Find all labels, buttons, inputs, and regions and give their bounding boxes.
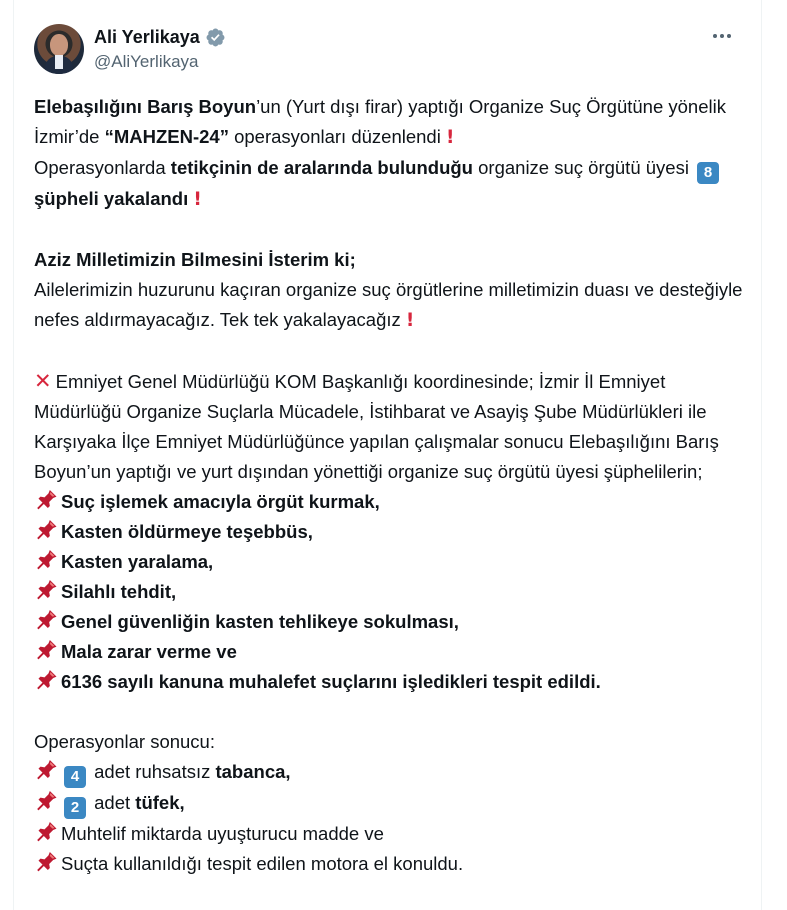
bold-text: tabanca, — [215, 761, 291, 782]
crime-item — [34, 517, 754, 547]
text-span: Emniyet Genel Müdürlüğü KOM Başkanlığı koordinesinde; İzmir İl Emniyet Müdürlüğü Organize Suçlarla Mücadele, İstihbarat ve Asayiş Şube Müdürlükleri ile Karşıyaka İlçe Emniyet Müdürlüğünce yapılan çalışmalar sonucu Elebaşılığını Barış Boyun’un yaptığı ve yurt dışından yönettiği organize suç örgütü üyesi şüphelilerin; — [34, 371, 719, 482]
crime-text: Silahlı tehdit, — [61, 581, 177, 602]
avatar-collar — [55, 55, 63, 69]
paragraph-3 — [34, 366, 754, 487]
crime-item — [34, 667, 754, 697]
crime-item — [34, 547, 754, 577]
bold-text: tüfek, — [135, 792, 185, 813]
red-exclamation-icon: ! — [445, 127, 455, 148]
author-handle[interactable]: @AliYerlikaya — [94, 52, 199, 71]
text-span: Suçta kullanıldığı tespit edilen motora el konuldu. — [61, 853, 464, 874]
result-item — [34, 819, 754, 849]
crime-list — [34, 487, 754, 697]
author-row — [94, 26, 226, 48]
operation-name: “MAHZEN-24” — [104, 126, 229, 147]
paragraph-2 — [34, 245, 754, 336]
crime-text: Suç işlemek amacıyla örgüt kurmak, — [61, 491, 380, 512]
crime-text: Mala zarar verme ve — [61, 641, 237, 662]
text-span: Muhtelif miktarda uyuşturucu madde ve — [61, 823, 384, 844]
text-span: Operasyonlarda — [34, 157, 171, 178]
red-exclamation-icon: ! — [405, 310, 415, 331]
result-item — [34, 849, 754, 879]
paragraph-heading: Aziz Milletimizin Bilmesini İsterim ki; — [34, 249, 356, 270]
text-span: Operasyonlar sonucu: — [34, 731, 215, 752]
crime-text: Kasten öldürmeye teşebbüs, — [61, 521, 313, 542]
text-span: operasyonları düzenlendi — [228, 126, 446, 147]
pushpin-icon — [34, 850, 59, 874]
tweet-text — [34, 92, 754, 879]
paragraph-4 — [34, 727, 754, 757]
tweet-card — [13, 0, 762, 910]
keycap-2-icon: 2 — [64, 797, 86, 819]
bold-leader-name: Elebaşılığını Barış Boyun — [34, 96, 257, 117]
crime-text: Kasten yaralama, — [61, 551, 214, 572]
keycap-8-icon: 8 — [697, 162, 719, 184]
pushpin-icon — [34, 518, 59, 542]
crime-item — [34, 637, 754, 667]
pushpin-icon — [34, 488, 59, 512]
result-item — [34, 757, 754, 788]
pushpin-icon — [34, 668, 59, 692]
crime-text: Genel güvenliğin kasten tehlikeye sokulması, — [61, 611, 459, 632]
author-name[interactable]: Ali Yerlikaya — [94, 27, 200, 47]
crime-item — [34, 577, 754, 607]
pushpin-icon — [34, 638, 59, 662]
text-span: ’un (Yurt dışı firar) yaptığı Organize Suç Örgütüne yönelik İzmir’de — [34, 96, 726, 147]
red-exclamation-icon: ! — [193, 189, 202, 210]
crime-item — [34, 487, 754, 517]
crime-item — [34, 607, 754, 637]
pushpin-icon — [34, 548, 59, 572]
cross-mark-icon: ✕ — [34, 369, 52, 393]
pushpin-icon — [34, 758, 59, 782]
paragraph-1 — [34, 92, 754, 215]
avatar-face — [50, 34, 68, 56]
tweet-header — [34, 24, 745, 76]
bold-text: tetikçinin de aralarında bulunduğu — [170, 157, 473, 178]
text-span: Ailelerimizin huzurunu kaçıran organize suç örgütlerine milletimizin duası ve desteğiyle nefes aldırmayacağız. Tek tek yakalayacağız — [34, 279, 743, 330]
pushpin-icon — [34, 820, 59, 844]
avatar[interactable] — [34, 24, 84, 74]
result-item — [34, 788, 754, 819]
verified-badge-icon — [205, 27, 226, 48]
more-options-icon[interactable] — [707, 24, 737, 48]
keycap-4-icon: 4 — [64, 766, 86, 788]
pushpin-icon — [34, 608, 59, 632]
text-span: adet ruhsatsız — [89, 761, 216, 782]
bold-text: şüpheli yakalandı — [34, 188, 189, 209]
text-span: adet — [89, 792, 136, 813]
pushpin-icon — [34, 578, 59, 602]
text-span: organize suç örgütü üyesi — [472, 157, 695, 178]
crime-text: 6136 sayılı kanuna muhalefet suçlarını işledikleri tespit edildi. — [61, 671, 601, 692]
pushpin-icon — [34, 789, 59, 813]
